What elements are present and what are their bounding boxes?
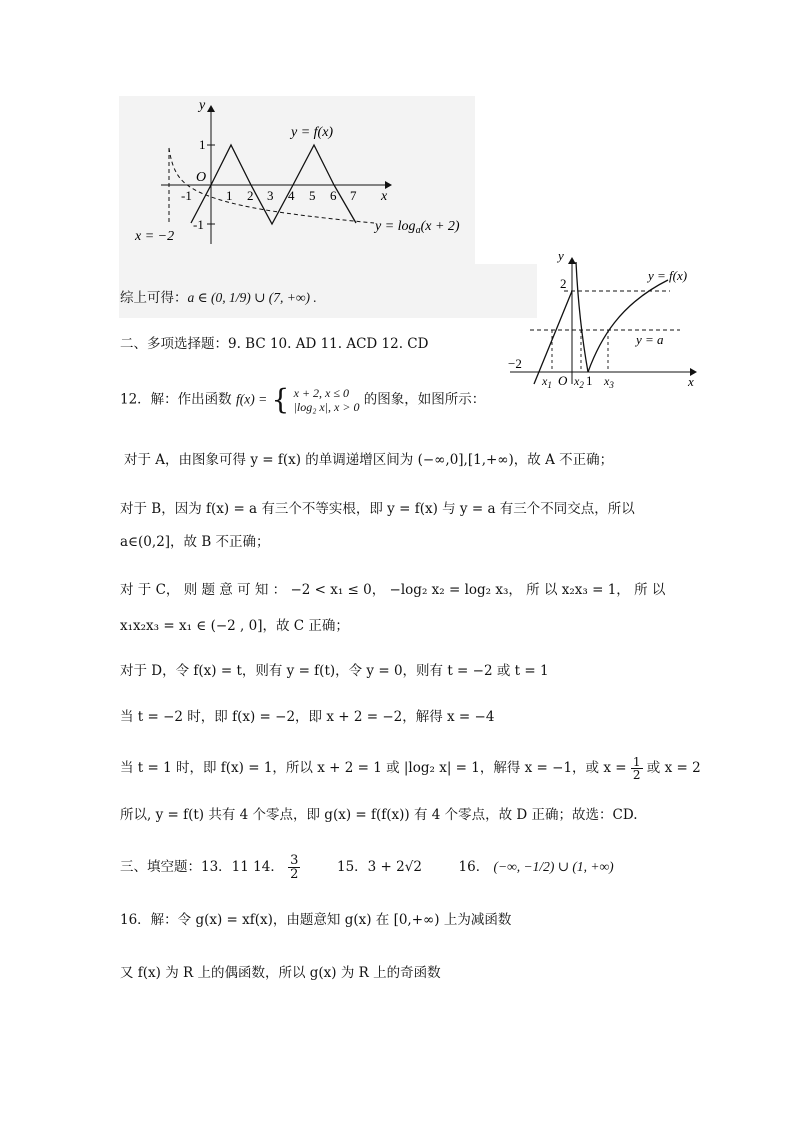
fraction-half: $\frac{1}{2}$	[632, 755, 641, 782]
graph2-log-descending	[576, 262, 588, 372]
graph1-x-tick: 3	[267, 188, 274, 203]
piecewise-case-2: |log₂ x|, x > 0	[293, 400, 360, 414]
graph1-x-tick: 4	[288, 188, 295, 203]
option-d: 对于 D，令 f(x) = t，则有 y = f(t)，令 y = 0，则有 t = −2 或 t = 1	[120, 663, 549, 679]
piecewise-brace: {	[271, 383, 290, 416]
section3-answers: 三、填空题：13．11 14． $\frac{3}{2} 15$．3 + 2√2 16． (−∞, −1/2) ∪ (1, +∞)	[120, 853, 614, 882]
case-t-1: 当 t = 1 时，即 f(x) = 1，所以 x + 2 = 1 或 |log₂ x| = 1，解得 x = −1，或 $x = \frac{1}{2}$ 或 x = 2	[120, 755, 701, 782]
graph2-x1-label: $x_1$	[542, 374, 552, 390]
graph2-curve-label: y = f(x)	[648, 268, 688, 283]
graph1-origin: O	[196, 170, 207, 185]
case-t-minus-2: 当 t = −2 时，即 f(x) = −2，即 x + 2 = −2，解得 x = −4	[120, 709, 495, 725]
graph2-x2-label: $x_2$	[574, 374, 584, 390]
graph1-x-tick: 6	[330, 188, 337, 203]
graph2-log-ascending	[588, 280, 668, 372]
graph2-x-label: x	[688, 374, 694, 389]
graph2-origin: O	[558, 373, 568, 388]
option-c-line2: x₁x₂x₃ = x₁ ∈ (−2 , 0]，故 C 正确；	[120, 618, 349, 634]
conclusion-d: 所以, y = f(t) 共有 4 个零点，即 g(x) = f(f(x)) 有 4 个零点，故 D 正确；故选：CD.	[120, 807, 638, 823]
graph2-line-label: y = a	[636, 332, 664, 347]
graph1-x-label: x	[381, 189, 388, 204]
graph1-x-tick: 7	[350, 188, 357, 203]
fraction-three-halves: $\frac{3}{2}$	[290, 853, 299, 882]
q16-line2: 又 f(x) 为 R 上的偶函数，所以 g(x) 为 R 上的奇函数	[120, 965, 441, 981]
option-b-line2: a∈(0,2]，故 B 不正确；	[120, 534, 270, 550]
q16-line1: 16．解：令 g(x) = xf(x)，由题意知 g(x) 在 [0,+∞) 上为减函数	[120, 912, 512, 928]
graph2-x-tick-m2: −2	[508, 356, 522, 371]
graph2-linear-piece	[534, 291, 572, 384]
option-b-line1: 对于 B，因为 f(x) = a 有三个不等实根，即 y = f(x) 与 y = a 有三个不同交点，所以	[120, 501, 635, 517]
graph1-x-tick: 5	[309, 188, 316, 203]
option-a: 对于 A，由图象可得 y = f(x) 的单调递增区间为 (−∞,0],[1,+∞)，故 A 不正确；	[124, 452, 614, 468]
graph1-x-tick: 1	[226, 188, 233, 203]
graph1-y-tick-m1: -1	[193, 217, 204, 232]
graph2-x3-label: $x_3$	[604, 374, 614, 390]
graph1-log-label: $y = \log_a(x + 2)$	[375, 219, 460, 236]
graph1-asymptote-label: x = −2	[135, 229, 175, 244]
graph2-y-label: y	[558, 248, 564, 263]
graph1-y-label: y	[199, 98, 206, 113]
summary-line: 综上可得：a ∈ (0, 1/9) ∪ (7, +∞) .	[120, 290, 317, 306]
graph1-x-tick: 2	[247, 188, 254, 203]
graph2-figure	[500, 244, 706, 390]
q12-intro: 12．解：作出函数 f(x) = { x + 2, x ≤ 0 |log₂ x|, x > 0 的图象，如图所示：	[120, 383, 486, 416]
graph1-x-tick: -1	[181, 188, 192, 203]
graph2-one-label: 1	[586, 373, 593, 388]
graph1-curve-label: y = f(x)	[291, 125, 334, 140]
option-c-line1: 对 于 C， 则 题 意 可 知 ： −2 < x₁ ≤ 0， −log₂ x₂ = log₂ x₃， 所 以 x₂x₃ = 1， 所 以	[120, 582, 666, 598]
graph2-y-tick-2: 2	[560, 276, 567, 291]
graph1-y-tick-1: 1	[199, 137, 206, 152]
section2-answers: 二、多项选择题：9. BC 10. AD 11. ACD 12. CD	[120, 336, 429, 352]
graph1-figure	[119, 96, 479, 264]
piecewise-case-1: x + 2, x ≤ 0	[293, 386, 349, 400]
